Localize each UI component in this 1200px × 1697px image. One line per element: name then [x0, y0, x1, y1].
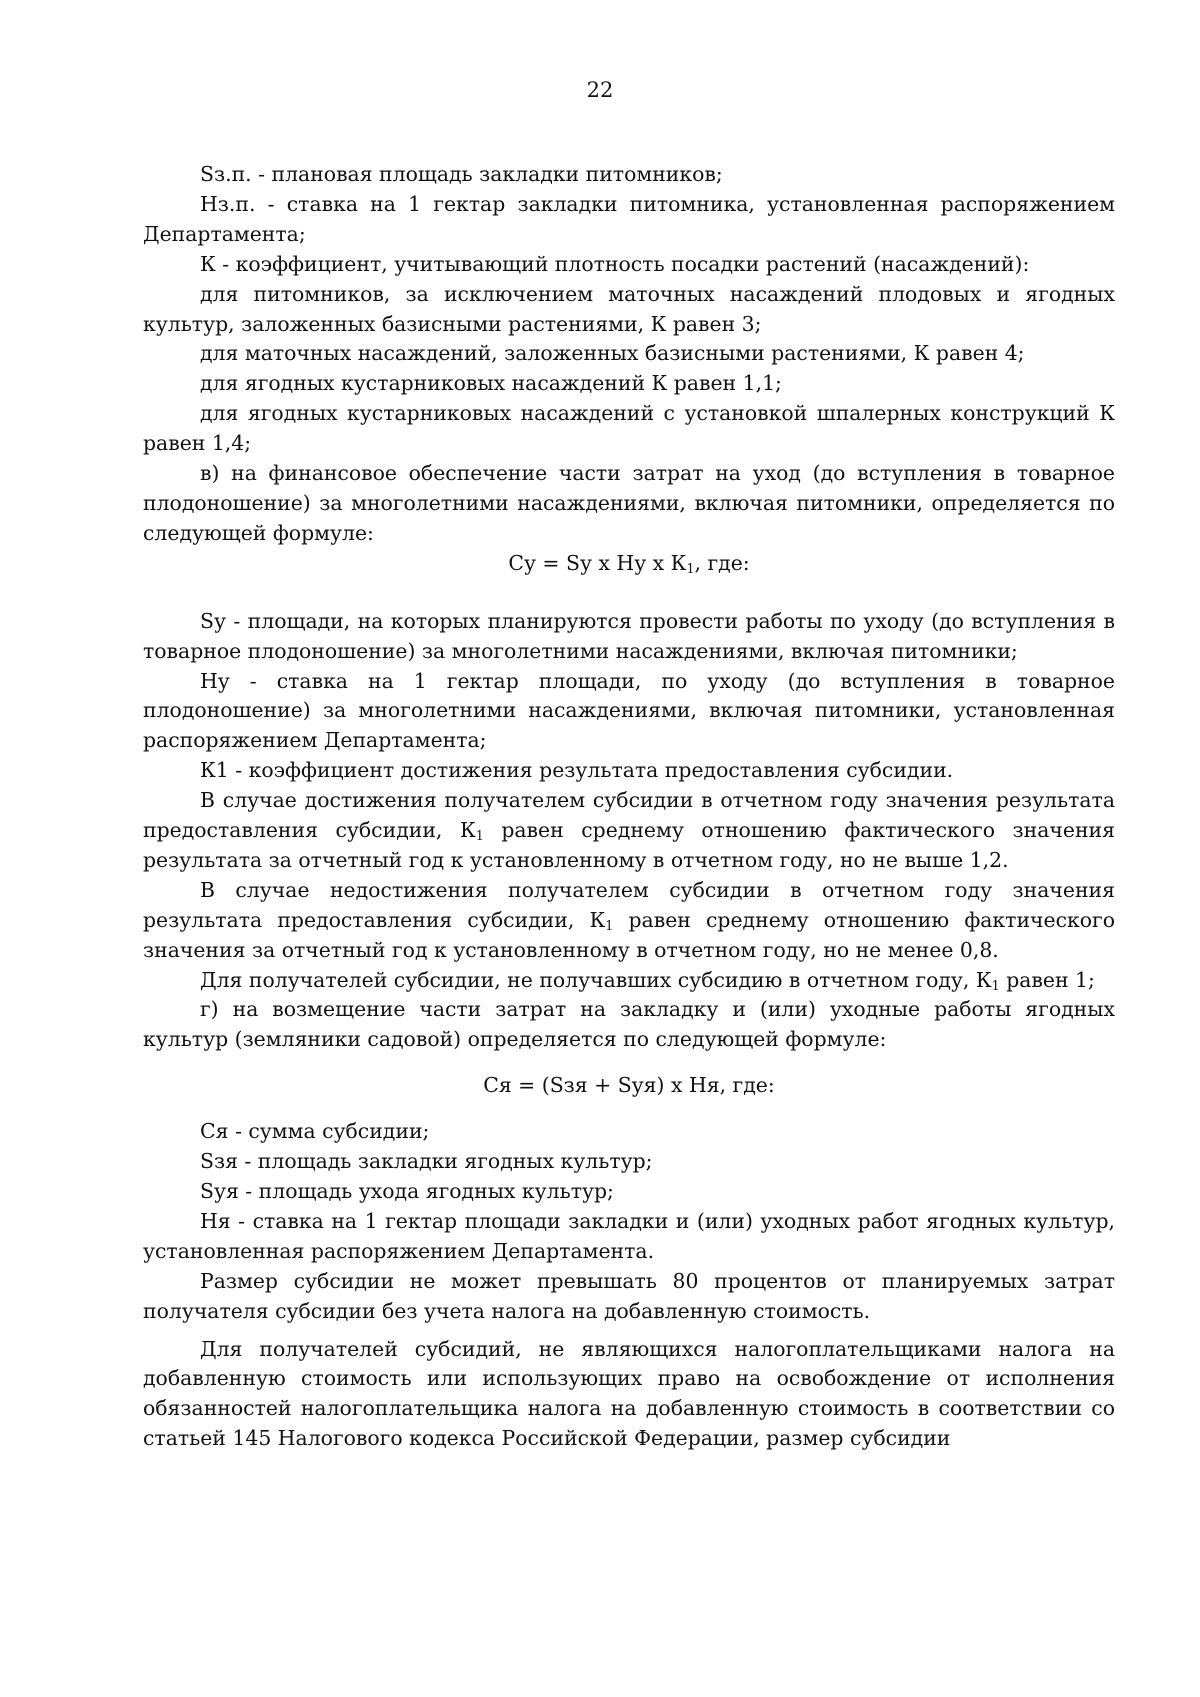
formula-lead: Су = Sу х Ну х К	[508, 550, 687, 575]
paragraph: Sзя - площадь закладки ягодных культур;	[200, 1149, 653, 1174]
document-body	[143, 160, 1115, 1454]
formula-care	[143, 549, 1115, 579]
paragraph: Размер субсидии не может превышать 80 процентов от планируемых затрат получателя субсидии без учета налога на добавленную стоимость.	[143, 1268, 1115, 1323]
paragraph: г) на возмещение части затрат на закладку и (или) уходные работы ягодных культур (земляники садовой) определяется по следующей формуле:	[143, 997, 1115, 1052]
subscript: 1	[475, 828, 484, 844]
paragraph: Ну - ставка на 1 гектар площади, по уходу (до вступления в товарное плодоношение) за многолетними насаждениями, включая питомники, установленная распоряжением Департамента;	[143, 668, 1115, 753]
text: В случае достижения получателем субсидии в отчетном году значения результата предоставления субсидии, К	[143, 788, 1115, 843]
paragraph: К1 - коэффициент достижения результата предоставления субсидии.	[200, 758, 954, 783]
paragraph: в) на финансовое обеспечение части затрат на уход (до вступления в товарное плодоношение) за многолетними насаждениями, включая питомники, определяется по следующей формуле:	[143, 461, 1115, 545]
paragraph-k1-new-recipient	[143, 966, 1115, 996]
formula-tail: , где:	[694, 550, 750, 575]
paragraph: Ся - сумма субсидии;	[200, 1119, 430, 1144]
paragraph: К - коэффициент, учитывающий плотность посадки растений (насаждений):	[200, 251, 1030, 276]
text: Для получателей субсидии, не получавших субсидию в отчетном году, К	[200, 967, 992, 992]
paragraph: для маточных насаждений, заложенных базисными растениями, К равен 4;	[200, 341, 1025, 366]
subscript: 1	[991, 977, 1000, 993]
formula-berry: Ся = (Sзя + Sуя) х Ня, где:	[483, 1073, 775, 1098]
paragraph: Sуя - площадь ухода ягодных культур;	[200, 1179, 614, 1203]
subscript: 1	[605, 917, 614, 933]
formula-subscript: 1	[686, 560, 695, 576]
text: В случае недостижения получателем субсидии в отчетном году значения результата предоставления субсидии, К	[143, 877, 1115, 932]
paragraph: для питомников, за исключением маточных насаждений плодовых и ягодных культур, заложенных базисными растениями, К равен 3;	[143, 281, 1115, 336]
paragraph: Нз.п. - ставка на 1 гектар закладки питомника, установленная распоряжением Департамента;	[143, 191, 1115, 246]
text: равен 1;	[999, 967, 1095, 992]
text: равен среднему отношению фактического значения результата за отчетный год к установленному в отчетном году, но не выше 1,2.	[143, 818, 1116, 872]
spacer	[143, 1055, 1115, 1071]
paragraph: для ягодных кустарниковых насаждений с установкой шпалерных конструкций К равен 1,4;	[143, 401, 1115, 456]
paragraph: Ня - ставка на 1 гектар площади закладки и (или) уходных работ ягодных культур, установленная распоряжением Департамента.	[143, 1208, 1115, 1263]
paragraph: для ягодных кустарниковых насаждений К равен 1,1;	[200, 371, 782, 396]
paragraph-k1-not-achieved	[143, 876, 1115, 966]
spacer	[143, 579, 1115, 607]
paragraph: Sз.п. - плановая площадь закладки питомников;	[200, 162, 723, 186]
text: равен среднему отношению фактического значения за отчетный год к установленному в отчетном году, но не менее 0,8.	[143, 907, 1115, 962]
spacer	[143, 1327, 1115, 1335]
spacer	[143, 1101, 1115, 1117]
page-number: 22	[586, 78, 614, 102]
paragraph-k1-achieved	[143, 786, 1115, 876]
paragraph: Для получателей субсидий, не являющихся налогоплательщиками налога на добавленную стоимость или использующих право на освобождение от исполнения обязанностей налогоплательщика налога на добавленную стоимость в соответствии со статьей 145 Налогового кодекса Российской Федерации, размер субсидии	[143, 1336, 1115, 1451]
paragraph: Sу - площади, на которых планируются провести работы по уходу (до вступления в товарное плодоношение) за многолетними насаждениями, включая питомники;	[143, 608, 1115, 663]
